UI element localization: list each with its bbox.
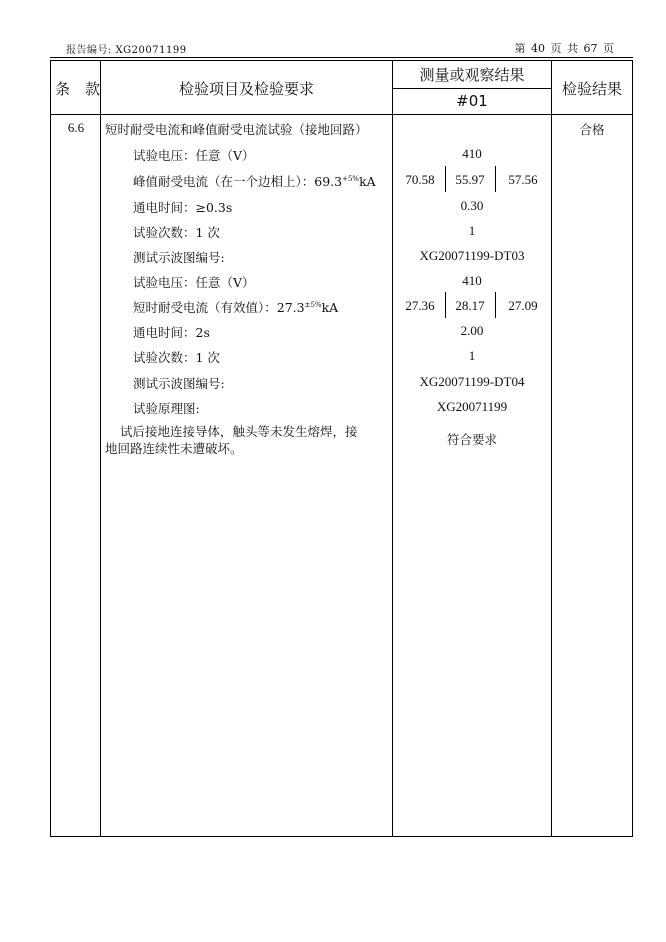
peak-current-label: 峰值耐受电流（在一个边相上）：69.3 [133,174,343,189]
header-item: 检验项目及检验要求 [178,80,314,98]
short-time-current-label: 短时耐受电流（有效值）：27.3 [133,300,305,315]
item-energizing-time: 通电时间：≥0.3s [133,200,233,215]
item-test-voltage-2: 试验电压：任意（V） [133,275,255,290]
value-schematic: XG20071199 [436,399,508,414]
test-title: 短时耐受电流和峰值耐受电流试验（接地回路） [105,122,368,137]
col-divider-clause [100,61,101,836]
item-energizing-time-2: 通电时间：2s [133,325,210,340]
header-rule [50,57,633,58]
report-number: 报告编号: XG20071199 [66,45,187,56]
item-peak-current [133,172,376,190]
col-divider-item [392,61,393,836]
short-time-current-tolerance: ±5% [304,300,322,309]
item-short-time-current [133,298,338,316]
header-sample: #01 [456,92,488,110]
value-test-count-2: 1 [468,348,476,363]
header-bottom-rule [51,114,632,115]
short-time-current-phase-c: 27.09 [508,298,538,313]
value-energizing-time-2: 2.00 [460,323,484,338]
measure-subheader-rule [392,88,551,89]
post-test-condition-line1: 试后接地连接导体，触头等未发生熔焊，接 [120,424,358,439]
peak-current-phase-b: 55.97 [455,172,485,187]
header-measure: 测量或观察结果 [419,66,525,84]
page-info: 第 40 页 共 67 页 [514,42,614,55]
peak-current-unit: kA [359,174,376,189]
short-time-current-phase-a: 27.36 [405,298,435,313]
short-time-current-phase-b: 28.17 [455,298,485,313]
clause-number: 6.6 [67,120,85,135]
header-clause: 条 款 [55,80,101,98]
value-energizing-time: 0.30 [460,198,484,213]
header-result: 检验结果 [561,80,622,98]
peak-current-tolerance: +5% [342,174,360,183]
value-test-voltage: 410 [462,146,482,161]
item-oscillogram-no: 测试示波图编号: [133,250,225,265]
peak-current-phase-a: 70.58 [405,172,435,187]
value-post-test-condition: 符合要求 [446,432,497,447]
item-oscillogram-no-2: 测试示波图编号: [133,376,225,391]
value-oscillogram-no: XG20071199-DT03 [419,248,525,263]
item-schematic: 试验原理图: [133,401,200,416]
item-test-voltage: 试验电压：任意（V） [133,148,255,163]
col-divider-measure [551,61,552,836]
verdict: 合格 [579,122,605,137]
short-time-current-unit: kA [321,300,339,315]
post-test-condition-line2: 地回路连续性未遭破坏。 [105,441,243,456]
value-test-voltage-2: 410 [462,273,482,288]
peak-current-phase-c: 57.56 [508,172,538,187]
value-test-count: 1 [468,223,476,238]
item-test-count-2: 试验次数：1 次 [133,350,220,365]
value-oscillogram-no-2: XG20071199-DT04 [419,374,525,389]
item-test-count: 试验次数：1 次 [133,225,220,240]
